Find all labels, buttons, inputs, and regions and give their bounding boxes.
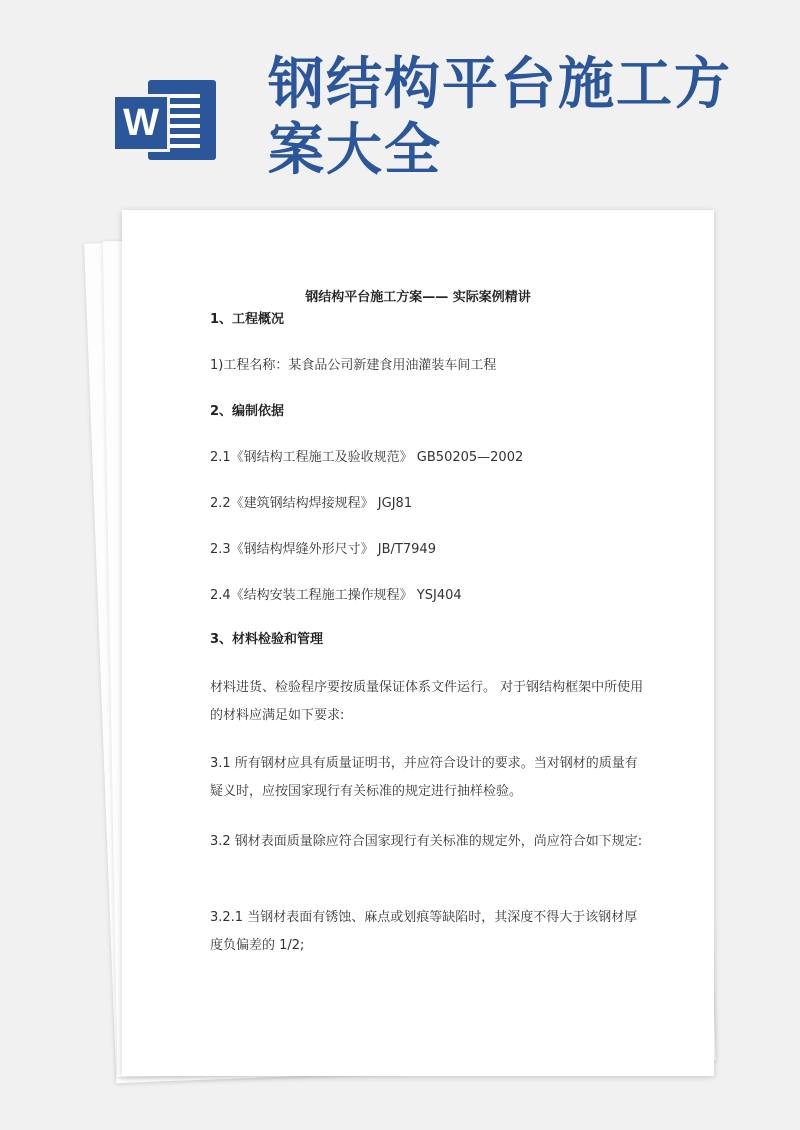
paragraph-3-2-1: 3.2.1 当钢材表面有锈蚀、麻点或划痕等缺陷时，其深度不得大于该钢材厚度负偏差的 1/2; [210, 910, 638, 953]
paragraph-project-name: 1)工程名称：某食品公司新建食用油灌装车间工程 [210, 358, 497, 373]
word-letter-badge: W [112, 94, 170, 152]
document-page [122, 210, 714, 1076]
document-title: 钢结构平台施工方案—— 实际案例精讲 [305, 290, 531, 305]
paragraph-3-2: 3.2 钢材表面质量除应符合国家现行有关标准的规定外，尚应符合如下规定: [210, 834, 643, 849]
paragraph-basis-2-3: 2.3《钢结构焊缝外形尺寸》 JB/T7949 [210, 542, 436, 557]
section-heading-materials: 3、材料检验和管理 [210, 632, 324, 647]
paragraph-materials-intro: 材料进货、检验程序要按质量保证体系文件运行。 对于钢结构框架中所使用的材料应满足如下要求: [210, 680, 644, 723]
section-heading-basis: 2、编制依据 [210, 404, 285, 419]
paragraph-basis-2-2: 2.2《建筑钢结构焊接规程》 JGJ81 [210, 496, 413, 511]
banner [0, 0, 800, 200]
paragraph-basis-2-4: 2.4《结构安装工程施工操作规程》 YSJ404 [210, 588, 462, 603]
paragraph-basis-2-1: 2.1《钢结构工程施工及验收规范》 GB50205—2002 [210, 450, 524, 465]
banner-title: 钢结构平台施工方案大全 [268, 52, 732, 183]
word-icon [112, 80, 216, 160]
paragraph-3-1: 3.1 所有钢材应具有质量证明书，并应符合设计的要求。当对钢材的质量有疑义时，应按国家现行有关标准的规定进行抽样检验。 [210, 756, 638, 799]
section-heading-overview: 1、工程概况 [210, 312, 285, 327]
